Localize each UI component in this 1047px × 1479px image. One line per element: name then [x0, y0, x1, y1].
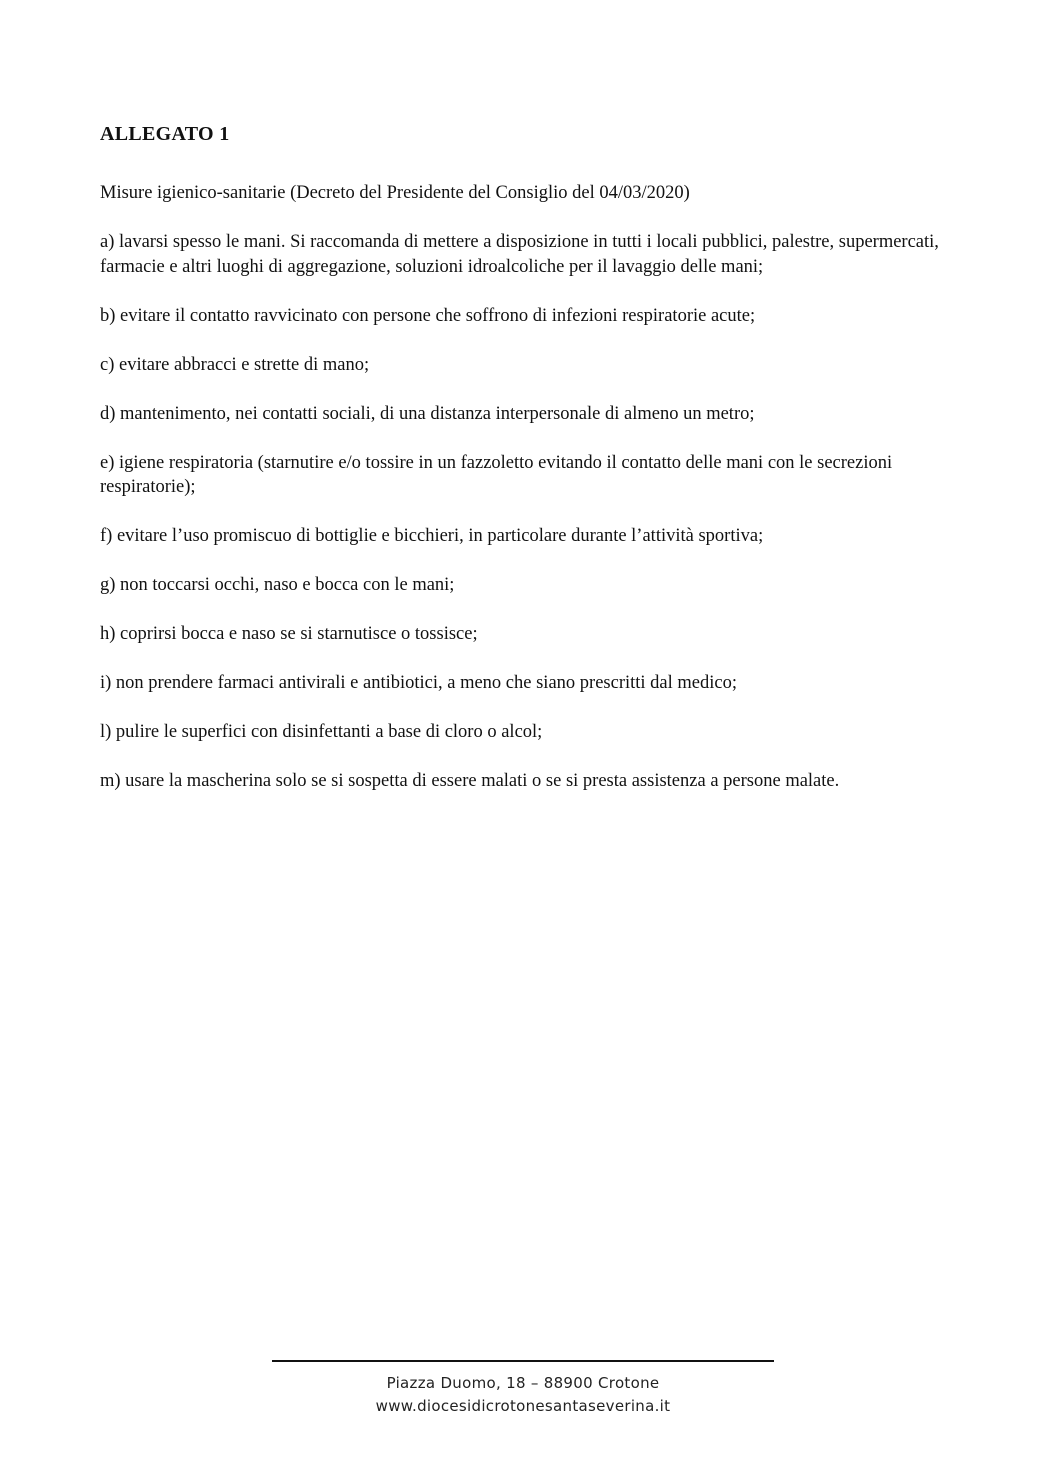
list-item: g) non toccarsi occhi, naso e bocca con le mani;: [100, 575, 455, 595]
list-item: a) lavarsi spesso le mani. Si raccomanda di mettere a disposizione in tutti i locali pubblici, palestre, supermercati, farmacie e altri luoghi di aggregazione, soluzioni idroalcoliche per il lavaggio delle mani;: [100, 232, 939, 277]
footer-divider: [272, 1360, 774, 1362]
document-intro: Misure igienico-sanitarie (Decreto del Presidente del Consiglio del 04/03/2020): [100, 183, 690, 203]
list-item: i) non prendere farmaci antivirali e antibiotici, a meno che siano prescritti dal medico;: [100, 673, 737, 693]
measures-list: [100, 230, 960, 818]
list-item: b) evitare il contatto ravvicinato con persone che soffrono di infezioni respiratorie acute;: [100, 305, 756, 326]
list-item: m) usare la mascherina solo se si sospetta di essere malati o se si presta assistenza a persone malate.: [100, 771, 840, 791]
list-item: e) igiene respiratoria (starnutire e/o tossire in un fazzoletto evitando il contatto delle mani con le secrezioni respiratorie);: [100, 452, 893, 497]
document-heading: ALLEGATO 1: [100, 123, 230, 145]
list-item: f) evitare l’uso promiscuo di bottiglie e bicchieri, in particolare durante l’attività sportiva;: [100, 526, 764, 546]
footer-address: Piazza Duomo, 18 – 88900 Crotone: [386, 1374, 660, 1392]
list-item: l) pulire le superfici con disinfettanti a base di cloro o alcol;: [100, 722, 543, 742]
footer-website: www.diocesidicrotonesantaseverina.it: [375, 1397, 671, 1415]
list-item: d) mantenimento, nei contatti sociali, di una distanza interpersonale di almeno un metro;: [100, 403, 755, 424]
list-item: h) coprirsi bocca e naso se si starnutisce o tossisce;: [100, 624, 478, 644]
page-footer: [272, 1372, 774, 1418]
list-item: c) evitare abbracci e strette di mano;: [100, 354, 370, 375]
